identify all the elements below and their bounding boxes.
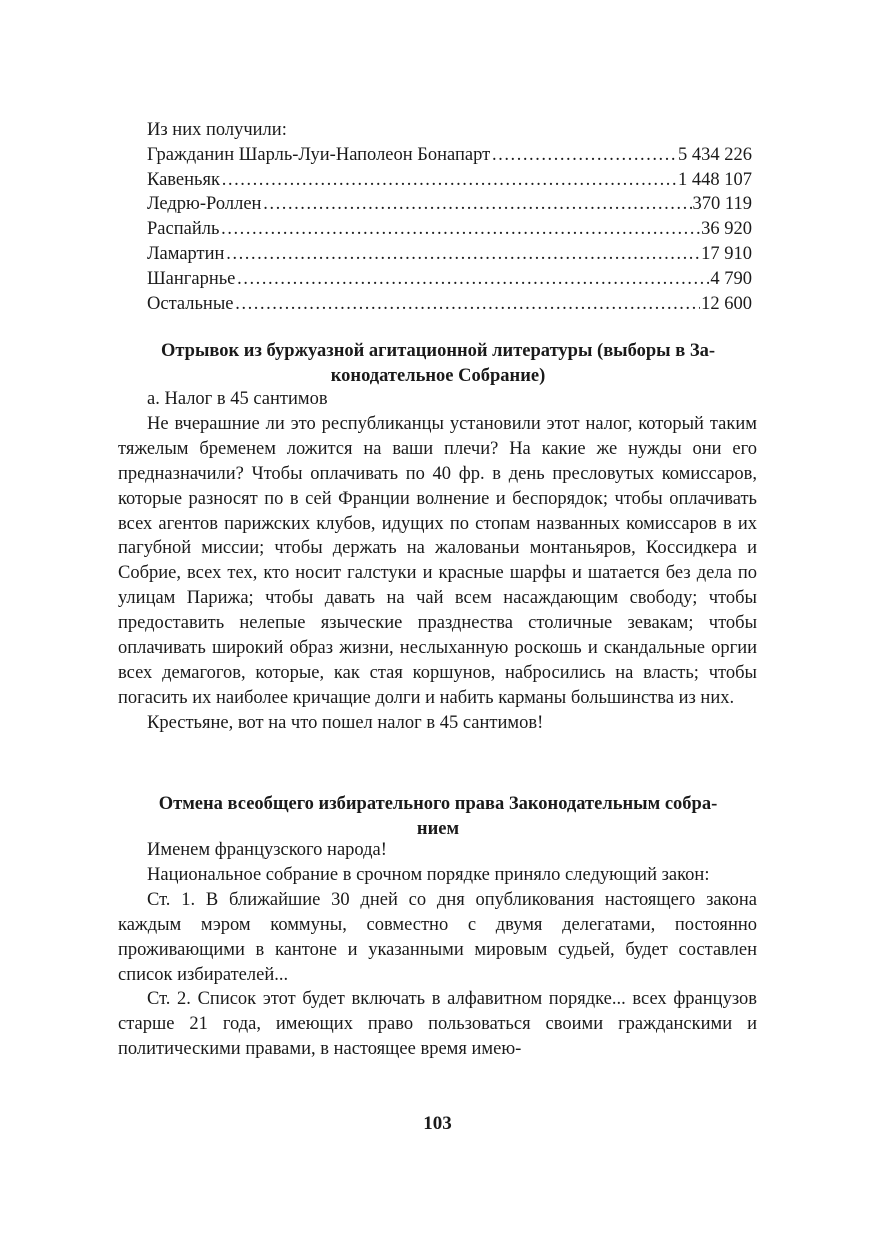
candidate-name: Гражданин Шарль-Луи-Наполеон Бонапарт (147, 144, 491, 165)
candidate-name: Шангарнье (147, 268, 236, 289)
tally-intro: Из них получили: (147, 120, 287, 140)
candidate-name: Кавеньяк (147, 169, 220, 190)
vote-count: 36 920 (701, 219, 752, 240)
section-body (118, 387, 757, 736)
vote-tally (147, 118, 752, 316)
paragraph: Именем французского народа! (147, 840, 387, 860)
vote-count: 17 910 (701, 243, 752, 264)
dot-leader (236, 267, 709, 292)
heading-line: Отмена всеобщего избирательного права Законодательным собра- (158, 794, 718, 814)
candidate-name: Ледрю-Роллен (147, 194, 262, 215)
tally-row (147, 292, 752, 317)
dot-leader (491, 143, 677, 168)
subheading: а. Налог в 45 сантимов (147, 389, 328, 409)
tally-row (147, 217, 752, 242)
heading-line: Отрывок из буржуазной агитационной литературы (выборы в За- (160, 341, 716, 361)
dot-leader (234, 292, 700, 317)
paragraph: Национальное собрание в срочном порядке приняло следующий закон: (147, 864, 710, 885)
tally-row (147, 192, 752, 217)
candidate-name: Распайль (147, 219, 220, 240)
paragraph: Ст. 1. В ближайшие 30 дней со дня опубликования настоящего закона каждым мэром коммуны, совместно с двумя делегатами, постоянно проживающими в кантоне и указанными мировым судьей, будет составлен список избирателей... (118, 889, 757, 985)
paragraph: Не вчерашние ли это республиканцы установили этот налог, который таким тяжелым бременем ложится на ваши плечи? На какие же нужды они его предназначили? Чтобы оплачивать по 40 фр. в день пресловутых комиссаров, которые разносят по в сей Франции волнение и беспорядок; чтобы оплачивать всех агентов парижских клубов, идущих по стопам названных комиссаров в их пагубной миссии; чтобы держать на жалованьи монтаньяров, Коссидкера и Собрие, всех тех, кто носит галстуки и красные шарфы и шатается без дела по улицам Парижа; чтобы давать на чай всем насаждающим свободу; чтобы предоставить нелепые языческие празднества столичные зевакам; чтобы оплачивать широкий образ жизни, неслыханную роскошь и скандальные оргии всех демагогов, которые, как стая коршунов, набросились на власть; чтобы погасить их наиболее кричащие долги и набить карманы большинства из них. (118, 413, 757, 708)
vote-count: 4 790 (710, 268, 752, 289)
dot-leader (225, 242, 700, 267)
tally-row (147, 168, 752, 193)
paragraph: Крестьяне, вот на что пошел налог в 45 сантимов! (147, 712, 544, 733)
dot-leader (220, 217, 700, 242)
heading-line: конодательное Собрание) (330, 365, 546, 386)
section-heading (118, 339, 758, 388)
section-heading (118, 792, 758, 841)
candidate-name: Остальные (147, 293, 234, 314)
dot-leader (221, 168, 677, 193)
dot-leader (262, 192, 691, 217)
tally-row (147, 267, 752, 292)
vote-count: 1 448 107 (678, 169, 752, 190)
heading-line: нием (416, 818, 460, 839)
vote-count: 5 434 226 (678, 144, 752, 165)
tally-row (147, 242, 752, 267)
section-body (118, 838, 757, 1062)
candidate-name: Ламартин (147, 243, 225, 264)
paragraph: Ст. 2. Список этот будет включать в алфавитном порядке... всех французов старше 21 года, имеющих право пользоваться своими гражданскими и политическими правами, в настоящее время имею- (118, 989, 757, 1060)
vote-count: 12 600 (701, 293, 752, 314)
page-number: 103 (423, 1113, 452, 1134)
tally-row (147, 143, 752, 168)
vote-count: 370 119 (692, 194, 752, 215)
